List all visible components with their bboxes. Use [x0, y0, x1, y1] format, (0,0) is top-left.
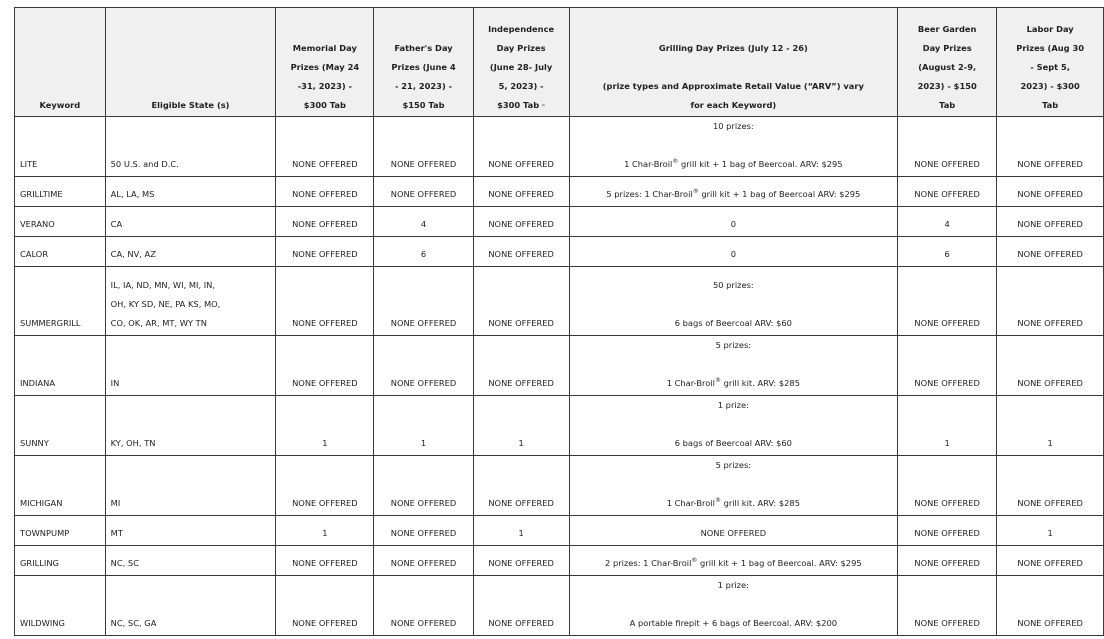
prize-description: [575, 374, 893, 393]
state-line: 50 U.S. and D.C.: [110, 159, 179, 169]
eligible-states-cell: [105, 396, 276, 456]
prize-description: [575, 185, 893, 204]
table-row: [15, 336, 1104, 396]
fathers-day-cell: 6: [374, 237, 473, 267]
prize-text: 6 bags of Beercoal ARV: $60: [674, 438, 792, 448]
independence-day-cell: NONE OFFERED: [473, 237, 569, 267]
table-row: [15, 117, 1104, 177]
eligible-states-cell: [105, 336, 276, 396]
grilling-day-cell: [569, 207, 898, 237]
registered-mark: ®: [714, 497, 721, 505]
keyword-cell: INDIANA: [15, 336, 106, 396]
header-text-line: - 21, 2023) -: [394, 81, 453, 91]
memorial-day-cell: NONE OFFERED: [276, 177, 374, 207]
header-independence-day: [473, 8, 569, 117]
prize-description: [575, 215, 893, 234]
independence-day-cell: NONE OFFERED: [473, 267, 569, 336]
labor-day-cell: NONE OFFERED: [997, 546, 1104, 576]
keyword-cell: CALOR: [15, 237, 106, 267]
header-text-line: Tab: [1042, 100, 1059, 110]
eligible-states-cell: [105, 177, 276, 207]
table-row: [15, 456, 1104, 516]
header-keyword: [15, 8, 106, 117]
grilling-day-cell: [569, 576, 898, 636]
prize-text: grill kit. ARV: $285: [720, 378, 800, 388]
spacer: [575, 136, 893, 155]
keyword-cell: LITE: [15, 117, 106, 177]
prize-text: grill kit + 1 bag of Beercoal ARV: $295: [698, 189, 861, 199]
header-text-line: 2023) - $150: [917, 81, 977, 91]
state-line: NC, SC: [110, 558, 139, 568]
prize-text: 1 Char-Broil: [666, 378, 715, 388]
registered-mark: ®: [672, 158, 679, 166]
memorial-day-cell: 1: [276, 396, 374, 456]
beer-garden-day-cell: 4: [898, 207, 997, 237]
header-text-line: for each Keyword): [690, 100, 777, 110]
beer-garden-day-cell: NONE OFFERED: [898, 546, 997, 576]
prize-count: 1 prize:: [717, 580, 749, 590]
table-row: [15, 207, 1104, 237]
beer-garden-day-cell: NONE OFFERED: [898, 516, 997, 546]
state-line: CA: [110, 219, 123, 229]
table-row: [15, 396, 1104, 456]
prize-text: 5 prizes: 1 Char-Broil: [606, 189, 693, 199]
header-beer-garden-day: [898, 8, 997, 117]
header-text-line: $300 Tab: [303, 100, 346, 110]
header-text-line: 5, 2023) -: [498, 81, 544, 91]
prize-description: [575, 554, 893, 573]
header-grilling-day: [569, 8, 898, 117]
prize-text: 2 prizes: 1 Char-Broil: [605, 558, 692, 568]
keyword-cell: TOWNPUMP: [15, 516, 106, 546]
prize-count: 10 prizes:: [712, 121, 754, 131]
beer-garden-day-cell: NONE OFFERED: [898, 177, 997, 207]
header-text-line: Prizes (May 24: [290, 62, 360, 72]
spacer: [575, 475, 893, 494]
grilling-day-cell: [569, 396, 898, 456]
header-memorial-day: [276, 8, 374, 117]
header-text-line: Eligible State (s): [151, 100, 230, 110]
independence-day-cell: NONE OFFERED: [473, 336, 569, 396]
eligible-states-cell: [105, 516, 276, 546]
prize-description: [575, 245, 893, 264]
keyword-cell: SUMMERGRILL: [15, 267, 106, 336]
eligible-states-cell: [105, 117, 276, 177]
header-text-line: Prizes (Aug 30: [1016, 43, 1085, 53]
state-line: CA, NV, AZ: [110, 249, 156, 259]
prize-count: 5 prizes:: [715, 460, 752, 470]
spacer: [575, 355, 893, 374]
keyword-cell: WILDWING: [15, 576, 106, 636]
registered-mark: ®: [692, 188, 699, 196]
prize-text: grill kit + 1 bag of Beercoal. ARV: $295: [697, 558, 862, 568]
prize-count: 5 prizes:: [715, 340, 752, 350]
labor-day-cell: NONE OFFERED: [997, 117, 1104, 177]
memorial-day-cell: NONE OFFERED: [276, 456, 374, 516]
prize-text: 1 Char-Broil: [666, 498, 715, 508]
prize-text: grill kit + 1 bag of Beercoal. ARV: $295: [678, 159, 843, 169]
header-text-line: (August 2-9,: [918, 62, 977, 72]
eligible-states-cell: [105, 576, 276, 636]
state-line: MI: [110, 498, 121, 508]
header-text-line: Day Prizes: [922, 43, 972, 53]
prize-text: grill kit. ARV: $285: [720, 498, 800, 508]
beer-garden-day-cell: NONE OFFERED: [898, 456, 997, 516]
independence-day-cell: 1: [473, 396, 569, 456]
header-text-line: Father's Day: [394, 43, 453, 53]
registered-mark: ®: [691, 557, 698, 565]
eligible-states-cell: [105, 456, 276, 516]
header-text-line: Grilling Day Prizes (July 12 - 26): [658, 43, 808, 53]
grilling-day-cell: [569, 516, 898, 546]
independence-day-cell: NONE OFFERED: [473, 546, 569, 576]
state-line: AL, LA, MS: [110, 189, 155, 199]
memorial-day-cell: NONE OFFERED: [276, 546, 374, 576]
header-text-line: Independence: [488, 24, 555, 34]
prize-text: 0: [730, 249, 736, 259]
eligible-states-cell: [105, 237, 276, 267]
header-text-line: (June 28- July: [489, 62, 553, 72]
header-text-line: (prize types and Approximate Retail Value (“ARV”) vary: [602, 81, 864, 91]
memorial-day-cell: NONE OFFERED: [276, 576, 374, 636]
header-eligible-states: [105, 8, 276, 117]
memorial-day-cell: NONE OFFERED: [276, 336, 374, 396]
independence-day-cell: NONE OFFERED: [473, 117, 569, 177]
table-row: [15, 267, 1104, 336]
spacer: [575, 595, 893, 614]
prize-text: 1 Char-Broil: [624, 159, 673, 169]
fathers-day-cell: NONE OFFERED: [374, 336, 473, 396]
prize-text: NONE OFFERED: [700, 528, 767, 538]
table-row: [15, 546, 1104, 576]
fathers-day-cell: NONE OFFERED: [374, 576, 473, 636]
spacer: [575, 415, 893, 434]
state-line: IL, IA, ND, MN, WI, MI, IN,: [110, 280, 216, 290]
labor-day-cell: NONE OFFERED: [997, 237, 1104, 267]
header-text-line: [575, 58, 893, 77]
table-row: [15, 516, 1104, 546]
grilling-day-cell: [569, 267, 898, 336]
memorial-day-cell: NONE OFFERED: [276, 117, 374, 177]
prize-count: 50 prizes:: [712, 280, 754, 290]
footnote-mark: –: [539, 101, 546, 109]
keyword-cell: GRILLTIME: [15, 177, 106, 207]
labor-day-cell: NONE OFFERED: [997, 207, 1104, 237]
state-line: IN: [110, 378, 120, 388]
independence-day-cell: NONE OFFERED: [473, 456, 569, 516]
grilling-day-cell: [569, 546, 898, 576]
table-row: [15, 237, 1104, 267]
header-text-line: Beer Garden: [917, 24, 977, 34]
independence-day-cell: NONE OFFERED: [473, 177, 569, 207]
beer-garden-day-cell: NONE OFFERED: [898, 336, 997, 396]
independence-day-cell: NONE OFFERED: [473, 207, 569, 237]
fathers-day-cell: 1: [374, 396, 473, 456]
prize-text: A portable firepit + 6 bags of Beercoal. ARV: $200: [629, 618, 838, 628]
fathers-day-cell: NONE OFFERED: [374, 516, 473, 546]
independence-day-cell: NONE OFFERED: [473, 576, 569, 636]
keyword-cell: SUNNY: [15, 396, 106, 456]
fathers-day-cell: NONE OFFERED: [374, 117, 473, 177]
header-text-line: Labor Day: [1026, 24, 1074, 34]
eligible-states-cell: [105, 267, 276, 336]
grilling-day-cell: [569, 117, 898, 177]
grilling-day-cell: [569, 177, 898, 207]
keyword-cell: GRILLING: [15, 546, 106, 576]
header-text-line: $300 Tab –: [497, 100, 546, 110]
keyword-cell: MICHIGAN: [15, 456, 106, 516]
table-row: [15, 177, 1104, 207]
state-line: CO, OK, AR, MT, WY TN: [110, 318, 207, 328]
header-text-line: Day Prizes: [496, 43, 546, 53]
fathers-day-cell: NONE OFFERED: [374, 546, 473, 576]
independence-day-cell: 1: [473, 516, 569, 546]
beer-garden-day-cell: 6: [898, 237, 997, 267]
header-text-line: Keyword: [39, 100, 81, 110]
memorial-day-cell: NONE OFFERED: [276, 237, 374, 267]
header-text-line: Prizes (June 4: [391, 62, 456, 72]
state-line: KY, OH, TN: [110, 438, 156, 448]
labor-day-cell: NONE OFFERED: [997, 576, 1104, 636]
prize-description: [575, 494, 893, 513]
keyword-cell: VERANO: [15, 207, 106, 237]
header-text-line: 2023) - $300: [1020, 81, 1080, 91]
state-line: NC, SC, GA: [110, 618, 157, 628]
beer-garden-day-cell: 1: [898, 396, 997, 456]
header-text-line: -31, 2023) -: [297, 81, 352, 91]
prize-table: [14, 7, 1104, 636]
labor-day-cell: 1: [997, 516, 1104, 546]
header-text-line: Memorial Day: [292, 43, 357, 53]
grilling-day-cell: [569, 237, 898, 267]
prize-description: [575, 155, 893, 174]
header-text-line: $150 Tab: [402, 100, 445, 110]
header-text-line: Tab: [939, 100, 956, 110]
state-line: OH, KY SD, NE, PA KS, MO,: [110, 299, 221, 309]
eligible-states-cell: [105, 546, 276, 576]
labor-day-cell: NONE OFFERED: [997, 456, 1104, 516]
beer-garden-day-cell: NONE OFFERED: [898, 576, 997, 636]
spacer: [575, 295, 893, 314]
table-row: [15, 576, 1104, 636]
header-text-line: - Sept 5,: [1030, 62, 1070, 72]
header-labor-day: [997, 8, 1104, 117]
prize-description: [575, 524, 893, 543]
memorial-day-cell: 1: [276, 516, 374, 546]
fathers-day-cell: NONE OFFERED: [374, 177, 473, 207]
grilling-day-cell: [569, 456, 898, 516]
prize-description: [575, 434, 893, 453]
fathers-day-cell: NONE OFFERED: [374, 456, 473, 516]
memorial-day-cell: NONE OFFERED: [276, 207, 374, 237]
prize-text: 6 bags of Beercoal ARV: $60: [674, 318, 792, 328]
eligible-states-cell: [105, 207, 276, 237]
prize-description: [575, 314, 893, 333]
header-row: [15, 8, 1104, 117]
state-line: MT: [110, 528, 123, 538]
prize-text: 0: [730, 219, 736, 229]
labor-day-cell: NONE OFFERED: [997, 267, 1104, 336]
fathers-day-cell: NONE OFFERED: [374, 267, 473, 336]
prize-count: 1 prize:: [717, 400, 749, 410]
labor-day-cell: NONE OFFERED: [997, 336, 1104, 396]
grilling-day-cell: [569, 336, 898, 396]
fathers-day-cell: 4: [374, 207, 473, 237]
beer-garden-day-cell: NONE OFFERED: [898, 117, 997, 177]
registered-mark: ®: [714, 377, 721, 385]
labor-day-cell: 1: [997, 396, 1104, 456]
labor-day-cell: NONE OFFERED: [997, 177, 1104, 207]
header-fathers-day: [374, 8, 473, 117]
prize-description: [575, 614, 893, 633]
memorial-day-cell: NONE OFFERED: [276, 267, 374, 336]
beer-garden-day-cell: NONE OFFERED: [898, 267, 997, 336]
